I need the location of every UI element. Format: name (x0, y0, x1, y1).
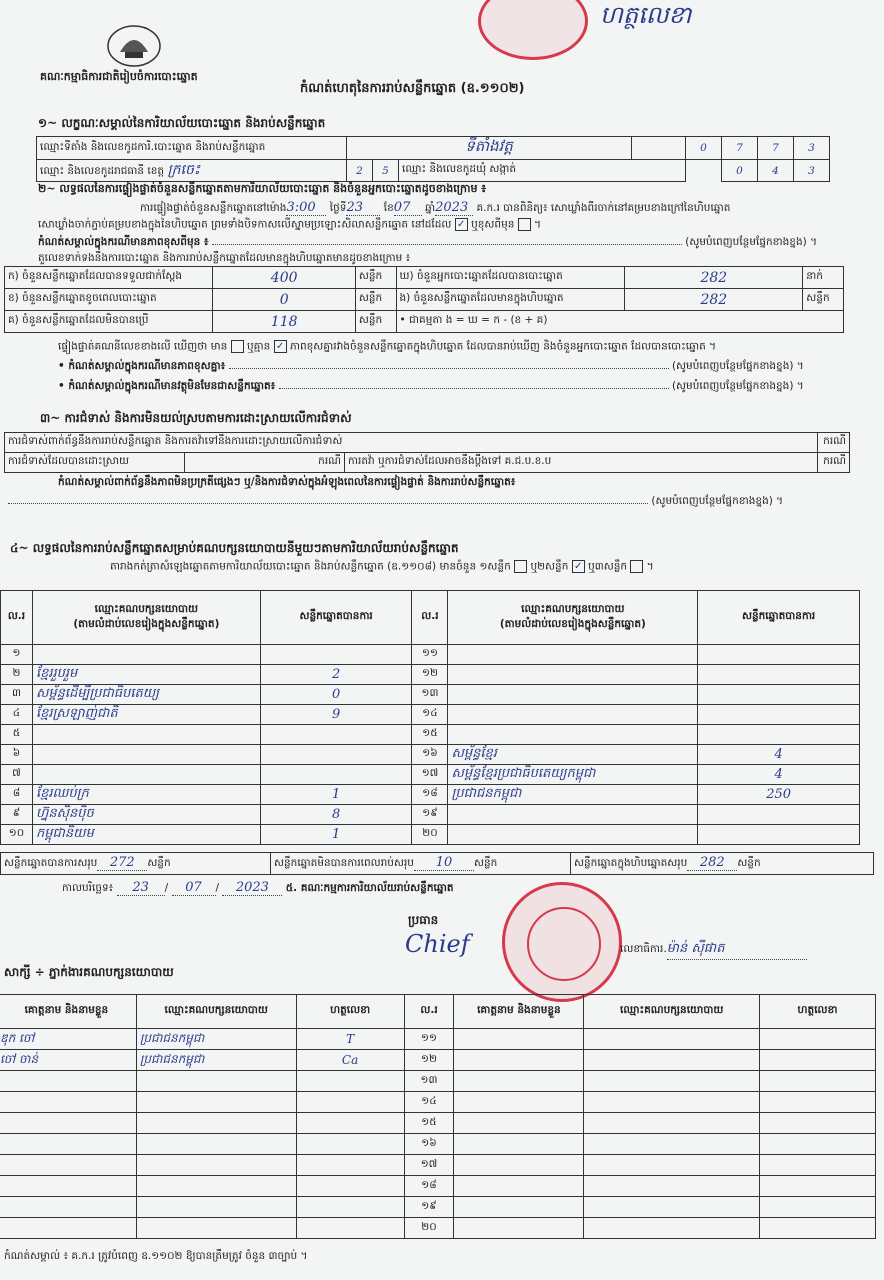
counts-intro: តួលេខទាក់ទងនឹងការបោះឆ្នោត និងការរាប់សន្លឹកឆ្នោតដែលមានក្នុងហិបឆ្នោតមានដូចខាងក្រោម ៖ (38, 252, 411, 264)
witness-name (454, 1071, 584, 1092)
witness-party (584, 1197, 760, 1218)
check-time: 3:00 (286, 200, 326, 216)
province-digit-2: 5 (373, 160, 399, 182)
witness-signature (760, 1050, 876, 1071)
result-row (1, 805, 860, 825)
result-no: ២ (1, 665, 33, 685)
witness-name (0, 1092, 136, 1113)
results-table: ល.រ ឈ្មោះគណបក្សនយោបាយ (តាមលំដាប់លេខរៀងក្នុងសន្លឹកឆ្នោត) សន្លឹកឆ្នោតបានការ ល.រ ឈ្មោះគណបក្សនយោបាយ (តាមលំដាប់លេខរៀងក្នុងសន្លឹកឆ្នោត) សន្លឹកឆ្នោតបានការ ១ ១១ ២ ខ្មែររួបរួម 2 ១២ ៣ សម្ព័ន្ធដើម្បីប្រជាធិបតេយ្យ 0 ១៣ ៤ ខ្មែរស្រឡាញ់ជាតិ 9 ១៤ ៥ ១៥ ៦ ១៦ សម្ព័ន្ធខ្មែរ 4 ៧ ១៧ សម្ព័ន្ធខ្មែរប្រជាធិបតេយ្យកម្ពុជា 4 ៨ ខ្មែរឈប់ក្រ 1 ១៨ ប្រជាជនកម្ពុជា 250 ៩ ហ្វ៊ុនស៊ិនប៉ិច 8 ១៩ ១០ កម្ពុជានិយម 1 ២០ (0, 590, 860, 845)
witness-signature (296, 1218, 404, 1239)
witness-row (0, 1029, 876, 1050)
witness-name: ចៅ ចាន់ (0, 1050, 136, 1071)
voters-label: ឃ) ចំនួនអ្នកបោះឆ្នោតដែលបានបោះឆ្នោត (396, 267, 625, 289)
location-label: ឈ្មោះទីតាំង និងលេខកូដការិ.បោះឆ្នោត និងរាប់សន្លឹកឆ្នោត (37, 137, 347, 160)
witness-party (136, 1218, 296, 1239)
result-party (448, 725, 698, 745)
note2-row: • កំណត់សម្គាល់ក្នុងករណីមានភាពខុសគ្នា៖ (សូមបំពេញបន្ថែមផ្នែកខាងខ្នង) ។ (58, 360, 804, 372)
witness-party (584, 1155, 760, 1176)
result-row (1, 745, 860, 765)
official-stamp (502, 882, 622, 1002)
witness-party (584, 1029, 760, 1050)
result-row (1, 785, 860, 805)
witness-name (454, 1134, 584, 1155)
witness-name (454, 1176, 584, 1197)
province-label: ឈ្មោះ និងលេខកូដរាជធានី ខេត្ត (40, 165, 165, 177)
result-party: សម្ព័ន្ធខ្មែរ (448, 745, 698, 765)
code-digit-1: 0 (686, 137, 722, 160)
witness-table: គោត្តនាម និងនាមខ្លួន ឈ្មោះគណបក្សនយោបាយ ហត្ថលេខា ល.រ គោត្តនាម និងនាមខ្លួន ឈ្មោះគណបក្សនយោបាយ ហត្ថលេខា ឌុក ចៅ ប្រជាជនកម្ពុជា T ១១ ចៅ ចាន់ ប្រជាជនកម្ពុជា Ca ១២ ១៣ ១៤ ១៥ ១៦ ១៧ ១៨ ១៩ ២០ (0, 994, 876, 1239)
total-box-value: 282 (687, 855, 737, 871)
witness-signature (760, 1071, 876, 1092)
footer-note: កំណត់សម្គាល់ ៖ គ.ក.រ ត្រូវបំពេញ ឧ.១១០២ ឱ្យបានត្រឹមត្រូវ ចំនួន ៣ច្បាប់ ។ (4, 1250, 308, 1262)
sec2-heading: ២~ លទ្ធផលនៃការផ្ទៀងផ្ទាត់ចំនួនសន្លឹកឆ្នោតតាមការិយាល័យបោះឆ្នោត និងចំនួនអ្នកបោះឆ្នោតដូចខាងក្រោម ៖ (38, 182, 487, 195)
result-votes (260, 745, 412, 765)
same-checkbox[interactable]: ✓ (455, 218, 468, 231)
result-no: ១២ (412, 665, 448, 685)
result-row (1, 725, 860, 745)
witness-signature (760, 1155, 876, 1176)
chair-signature: Chief (405, 930, 470, 958)
witness-party (584, 1113, 760, 1134)
result-votes: 250 (698, 785, 860, 805)
result-party: ខ្មែររួបរួម (32, 665, 260, 685)
two-sheets-checkbox[interactable]: ✓ (572, 560, 585, 573)
different-checkbox[interactable] (518, 218, 531, 231)
witness-party (584, 1071, 760, 1092)
result-party (448, 805, 698, 825)
result-row (1, 645, 860, 665)
witness-signature (296, 1134, 404, 1155)
witness-row (0, 1197, 876, 1218)
spoiled-label: ខ) ចំនួនសន្លឹកឆ្នោតខូចពេលបោះឆ្នោត (5, 289, 213, 311)
difference-yes-checkbox[interactable] (231, 340, 244, 353)
result-no: ៤ (1, 705, 33, 725)
witness-party: ប្រជាជនកម្ពុជា (136, 1029, 296, 1050)
result-no: ៦ (1, 745, 33, 765)
commune-digit-1: 0 (722, 160, 758, 182)
witness-signature: T (296, 1029, 404, 1050)
witness-no: ១៨ (404, 1176, 454, 1197)
province-value: ក្រចេះ (167, 162, 200, 178)
result-no: ១៧ (412, 765, 448, 785)
result-no: ១៦ (412, 745, 448, 765)
check-month: 07 (394, 200, 422, 216)
result-party: ហ្វ៊ុនស៊ិនប៉ិច (32, 805, 260, 825)
sheet-count-row: តារាងកត់ត្រាសំឡេងឆ្នោតតាមការិយាល័យបោះឆ្នោត និងរាប់សន្លឹកឆ្នោត (ឧ.១១០៨) មានចំនួន ១សន្លឹក ឬ២សន្លឹក ✓ ឬ៣សន្លឹក ។ (110, 560, 654, 573)
result-row (1, 765, 860, 785)
result-party: កម្ពុជានិយម (32, 825, 260, 845)
result-no: ៥ (1, 725, 33, 745)
objections-resolved: ការជំទាស់ដែលបានដោះស្រាយ (5, 453, 185, 473)
result-row (1, 825, 860, 845)
result-votes (698, 645, 860, 665)
witness-signature (760, 1092, 876, 1113)
witness-party (584, 1050, 760, 1071)
sec3-note-line: (សូមបំពេញបន្ថែមផ្នែកខាងខ្នង) ។ (8, 495, 848, 510)
location-value: ទីតាំងវត្ត (347, 137, 632, 160)
witness-no: ១៣ (404, 1071, 454, 1092)
witness-heading: សាក្សី ÷ ភ្នាក់ងារគណបក្សនយោបាយ (4, 965, 174, 979)
witness-row (0, 1155, 876, 1176)
result-no: ១៥ (412, 725, 448, 745)
result-party (32, 745, 260, 765)
witness-name (454, 1155, 584, 1176)
spoiled-value: 0 (213, 289, 355, 311)
witness-signature (296, 1092, 404, 1113)
witness-signature (760, 1029, 876, 1050)
difference-no-checkbox[interactable]: ✓ (274, 340, 287, 353)
witness-party (136, 1197, 296, 1218)
result-votes: 4 (698, 765, 860, 785)
result-party (32, 765, 260, 785)
result-party (448, 705, 698, 725)
witness-name (454, 1218, 584, 1239)
result-party (448, 645, 698, 665)
result-votes (698, 705, 860, 725)
in-box-label: ង) ចំនួនសន្លឹកឆ្នោតដែលមានក្នុងហិបឆ្នោត (396, 289, 625, 311)
witness-name (0, 1071, 136, 1092)
sec2-line1: ការផ្ទៀងផ្ទាត់ចំនួនសន្លឹកឆ្នោតនៅម៉ោង3:00 ថ្ងៃទី23 ខែ07 ឆ្នាំ2023 គ.ក.រ បានពិនិត្យ៖ សោឃ្លាំងពីរចាក់នៅគម្របខាងក្រៅនៃហិបឆ្នោត (140, 200, 731, 215)
sec3-heading: ៣~ ការជំទាស់ និងការមិនយល់ស្របតាមការដោះស្រាយលើការជំទាស់ (40, 411, 352, 425)
result-no: ១៣ (412, 685, 448, 705)
doc-title: កំណត់ហេតុនៃការរាប់សន្លឹកឆ្នោត (ឧ.១១០២) (300, 81, 525, 96)
witness-party (136, 1071, 296, 1092)
secretary-row: លេខាធិការ.ម៉ាន់ ស៊ីផាត (620, 940, 807, 960)
code-digit-4: 3 (794, 137, 830, 160)
result-party: ប្រជាជនកម្ពុជា (448, 785, 698, 805)
objections-related: ការជំទាស់ពាក់ព័ន្ធនឹងការរាប់សន្លឹកឆ្នោត និងការតវ៉ាទៅនឹងការដោះស្រាយលើការជំទាស់ (5, 433, 818, 453)
chair-label: ប្រធាន (408, 913, 439, 927)
result-votes: 0 (260, 685, 412, 705)
result-party (32, 645, 260, 665)
objection-table: ការជំទាស់ពាក់ព័ន្ធនឹងការរាប់សន្លឹកឆ្នោត និងការតវ៉ាទៅនឹងការដោះស្រាយលើការជំទាស់ ករណី ការជំទាស់ដែលបានដោះស្រាយ ករណី ការតវ៉ា ឬការជំទាស់ដែលអាចនឹងប្ដឹងទៅ គ.ជ.ប.ខ.ប ករណី (4, 432, 850, 473)
result-no: ២០ (412, 825, 448, 845)
witness-row (0, 1071, 876, 1092)
witness-signature (760, 1197, 876, 1218)
sec1-heading: ១~ លក្ខណៈសម្គាល់នៃការិយាល័យបោះឆ្នោត និងរាប់សន្លឹកឆ្នោត (38, 116, 326, 130)
sec1-table (36, 136, 830, 182)
result-votes: 1 (260, 825, 412, 845)
witness-party (584, 1134, 760, 1155)
result-no: ១១ (412, 645, 448, 665)
result-no: ៩ (1, 805, 33, 825)
total-valid-value: 272 (97, 855, 147, 871)
witness-row (0, 1050, 876, 1071)
counts-table: ក) ចំនួនសន្លឹកឆ្នោតដែលបានទទួលជាក់ស្ដែង 400 សន្លឹក ឃ) ចំនួនអ្នកបោះឆ្នោតដែលបានបោះឆ្នោត 282 នាក់ ខ) ចំនួនសន្លឹកឆ្នោតខូចពេលបោះឆ្នោត 0 សន្លឹក ង) ចំនួនសន្លឹកឆ្នោតដែលមានក្នុងហិបឆ្នោត 282 សន្លឹក គ) ចំនួនសន្លឹកឆ្នោតដែលមិនបានប្រើ 118 សន្លឹក • ជាគម្មតា ង = ឃ = ក - (ខ + គ) (4, 266, 844, 333)
witness-party (584, 1092, 760, 1113)
witness-no: ១១ (404, 1029, 454, 1050)
received-label: ក) ចំនួនសន្លឹកឆ្នោតដែលបានទទួលជាក់ស្ដែង (5, 267, 213, 289)
witness-no: ២០ (404, 1218, 454, 1239)
total-invalid-value: 10 (414, 855, 474, 871)
witness-name (454, 1050, 584, 1071)
result-votes (260, 725, 412, 745)
date-day: 23 (117, 880, 165, 896)
result-party (448, 685, 698, 705)
witness-party (136, 1113, 296, 1134)
result-no: ១៨ (412, 785, 448, 805)
witness-name (0, 1176, 136, 1197)
official-stamp-top (478, 0, 588, 60)
witness-name (454, 1029, 584, 1050)
witness-signature: Ca (296, 1050, 404, 1071)
one-sheet-checkbox[interactable] (514, 560, 527, 573)
witness-name (0, 1134, 136, 1155)
witness-party (136, 1134, 296, 1155)
objections-appealed: ការតវ៉ា ឬការជំទាស់ដែលអាចនឹងប្ដឹងទៅ គ.ជ.ប.ខ.ប (345, 453, 818, 473)
result-votes (698, 665, 860, 685)
witness-signature (296, 1197, 404, 1218)
date-row: កាលបរិច្ឆេទ៖ 23 / 07 / 2023 ៥. គណៈកម្មការការិយាល័យរាប់សន្លឹកឆ្នោត (62, 880, 454, 895)
note1-row: កំណត់សម្គាល់ក្នុងករណីមានភាពខុសពីមុន ៖ (សូមបំពេញបន្ថែមផ្នែកខាងខ្នង) ។ (38, 236, 817, 248)
check-year: 2023 (435, 200, 473, 216)
sec4-heading: ៤~ លទ្ធផលនៃការរាប់សន្លឹកឆ្នោតសម្រាប់គណបក្សនយោបាយនីមួយៗតាមការិយាល័យរាប់សន្លឹកឆ្នោត (10, 541, 459, 555)
result-party (32, 725, 260, 745)
result-votes: 8 (260, 805, 412, 825)
result-votes (698, 805, 860, 825)
sec3-note: កំណត់សម្គាល់ពាក់ព័ន្ធនឹងភាពមិនប្រក្រតីផ្សេងៗ ឬ/និងការជំទាស់ក្នុងអំឡុងពេលនៃការផ្ទៀងផ្ទាត់ និងការរាប់សន្លឹកឆ្នោត៖ (58, 476, 516, 488)
witness-no: ១៤ (404, 1092, 454, 1113)
witness-row (0, 1134, 876, 1155)
committee-sign-label: ៥. គណៈកម្មការការិយាល័យរាប់សន្លឹកឆ្នោត (285, 882, 454, 894)
result-party: ខ្មែរឈប់ក្រ (32, 785, 260, 805)
result-no: ១៤ (412, 705, 448, 725)
sec2-line2: សោឃ្លាំងចាក់ភ្ជាប់គម្របខាងក្នុងនៃហិបឆ្នោត ព្រមទាំងបិទកាសលើស្នាមប្រឡោះសិលាសន្លឹកឆ្នោត នៅដដែល ✓ ឬខុសពីមុន ។ (38, 218, 542, 231)
result-votes (698, 725, 860, 745)
commune-label: ឈ្មោះ និងលេខកូដឃុំ សង្កាត់ (399, 160, 686, 182)
in-box-value: 282 (625, 289, 803, 311)
voters-value: 282 (625, 267, 803, 289)
witness-signature (760, 1134, 876, 1155)
top-signature: ហត្ថលេខា (600, 1, 692, 29)
witness-name (0, 1113, 136, 1134)
date-year: 2023 (222, 880, 282, 896)
witness-no: ១៩ (404, 1197, 454, 1218)
witness-row (0, 1218, 876, 1239)
witness-party (136, 1092, 296, 1113)
witness-row (0, 1113, 876, 1134)
witness-no: ១៦ (404, 1134, 454, 1155)
commune-digit-2: 4 (758, 160, 794, 182)
result-row (1, 685, 860, 705)
secretary-name: ម៉ាន់ ស៊ីផាត (667, 940, 807, 960)
province-digit-1: 2 (347, 160, 373, 182)
witness-name (0, 1155, 136, 1176)
code-digit-3: 7 (758, 137, 794, 160)
result-party (448, 665, 698, 685)
note3-row: • កំណត់សម្គាល់ក្នុងករណីមានវត្ថុមិនមែនជាសន្លឹកឆ្នោត៖ (សូមបំពេញបន្ថែមផ្នែកខាងខ្នង) ។ (58, 380, 804, 392)
witness-party (584, 1218, 760, 1239)
witness-signature (760, 1113, 876, 1134)
received-value: 400 (213, 267, 355, 289)
witness-name: ឌុក ចៅ (0, 1029, 136, 1050)
result-votes (698, 825, 860, 845)
witness-name (0, 1218, 136, 1239)
code-digit-2: 7 (722, 137, 758, 160)
result-row (1, 705, 860, 725)
witness-party: ប្រជាជនកម្ពុជា (136, 1050, 296, 1071)
result-votes (698, 685, 860, 705)
result-no: ១៩ (412, 805, 448, 825)
unused-value: 118 (213, 311, 355, 333)
three-sheets-checkbox[interactable] (630, 560, 643, 573)
date-month: 07 (172, 880, 216, 896)
witness-no: ១២ (404, 1050, 454, 1071)
witness-signature (760, 1218, 876, 1239)
witness-party (136, 1155, 296, 1176)
result-votes (260, 645, 412, 665)
result-votes: 1 (260, 785, 412, 805)
commune-digit-3: 3 (794, 160, 830, 182)
witness-signature (296, 1176, 404, 1197)
emblem-icon (105, 22, 163, 68)
witness-signature (296, 1155, 404, 1176)
witness-party (584, 1176, 760, 1197)
witness-name (454, 1197, 584, 1218)
province-row (37, 160, 347, 182)
result-no: ៧ (1, 765, 33, 785)
result-row (1, 665, 860, 685)
witness-name (454, 1113, 584, 1134)
witness-name (0, 1197, 136, 1218)
witness-row (0, 1092, 876, 1113)
result-party (448, 825, 698, 845)
totals-table: សន្លឹកឆ្នោតបានការសរុប 272 សន្លឹក សន្លឹកឆ្នោតមិនបានការពេលរាប់សរុប 10 សន្លឹក សន្លឹកឆ្នោតក្នុងហិបឆ្នោតសរុប 282 សន្លឹក (0, 852, 874, 875)
result-party: សម្ព័ន្ធខ្មែរប្រជាធិបតេយ្យកម្ពុជា (448, 765, 698, 785)
witness-name (454, 1092, 584, 1113)
result-no: ៨ (1, 785, 33, 805)
result-votes (260, 765, 412, 785)
witness-row (0, 1176, 876, 1197)
compare-row: ផ្ទៀងផ្ទាត់គណនីលេខខាងលើ ឃើញថា មាន ឬគ្មាន ✓ ភាពខុសគ្នារវាងចំនួនសន្លឹកឆ្នោតក្នុងហិបឆ្នោត ដែលបានរាប់ឃើញ និងចំនួនអ្នកបោះឆ្នោត ដែលបានបោះឆ្នោត ។ (58, 340, 717, 353)
result-votes: 2 (260, 665, 412, 685)
witness-signature (296, 1113, 404, 1134)
result-no: ៣ (1, 685, 33, 705)
result-party: ខ្មែរស្រឡាញ់ជាតិ (32, 705, 260, 725)
witness-no: ១៧ (404, 1155, 454, 1176)
witness-party (136, 1176, 296, 1197)
result-party: សម្ព័ន្ធដើម្បីប្រជាធិបតេយ្យ (32, 685, 260, 705)
check-day: 23 (346, 200, 380, 216)
result-votes: 4 (698, 745, 860, 765)
result-votes: 9 (260, 705, 412, 725)
result-no: ១ (1, 645, 33, 665)
committee-name: គណៈកម្មាធិការជាតិរៀបចំការបោះឆ្នោត (40, 70, 198, 83)
witness-no: ១៥ (404, 1113, 454, 1134)
result-no: ១០ (1, 825, 33, 845)
unused-label: គ) ចំនួនសន្លឹកឆ្នោតដែលមិនបានប្រើ (5, 311, 213, 333)
formula: • ជាគម្មតា ង = ឃ = ក - (ខ + គ) (396, 311, 843, 333)
witness-signature (296, 1071, 404, 1092)
witness-signature (760, 1176, 876, 1197)
